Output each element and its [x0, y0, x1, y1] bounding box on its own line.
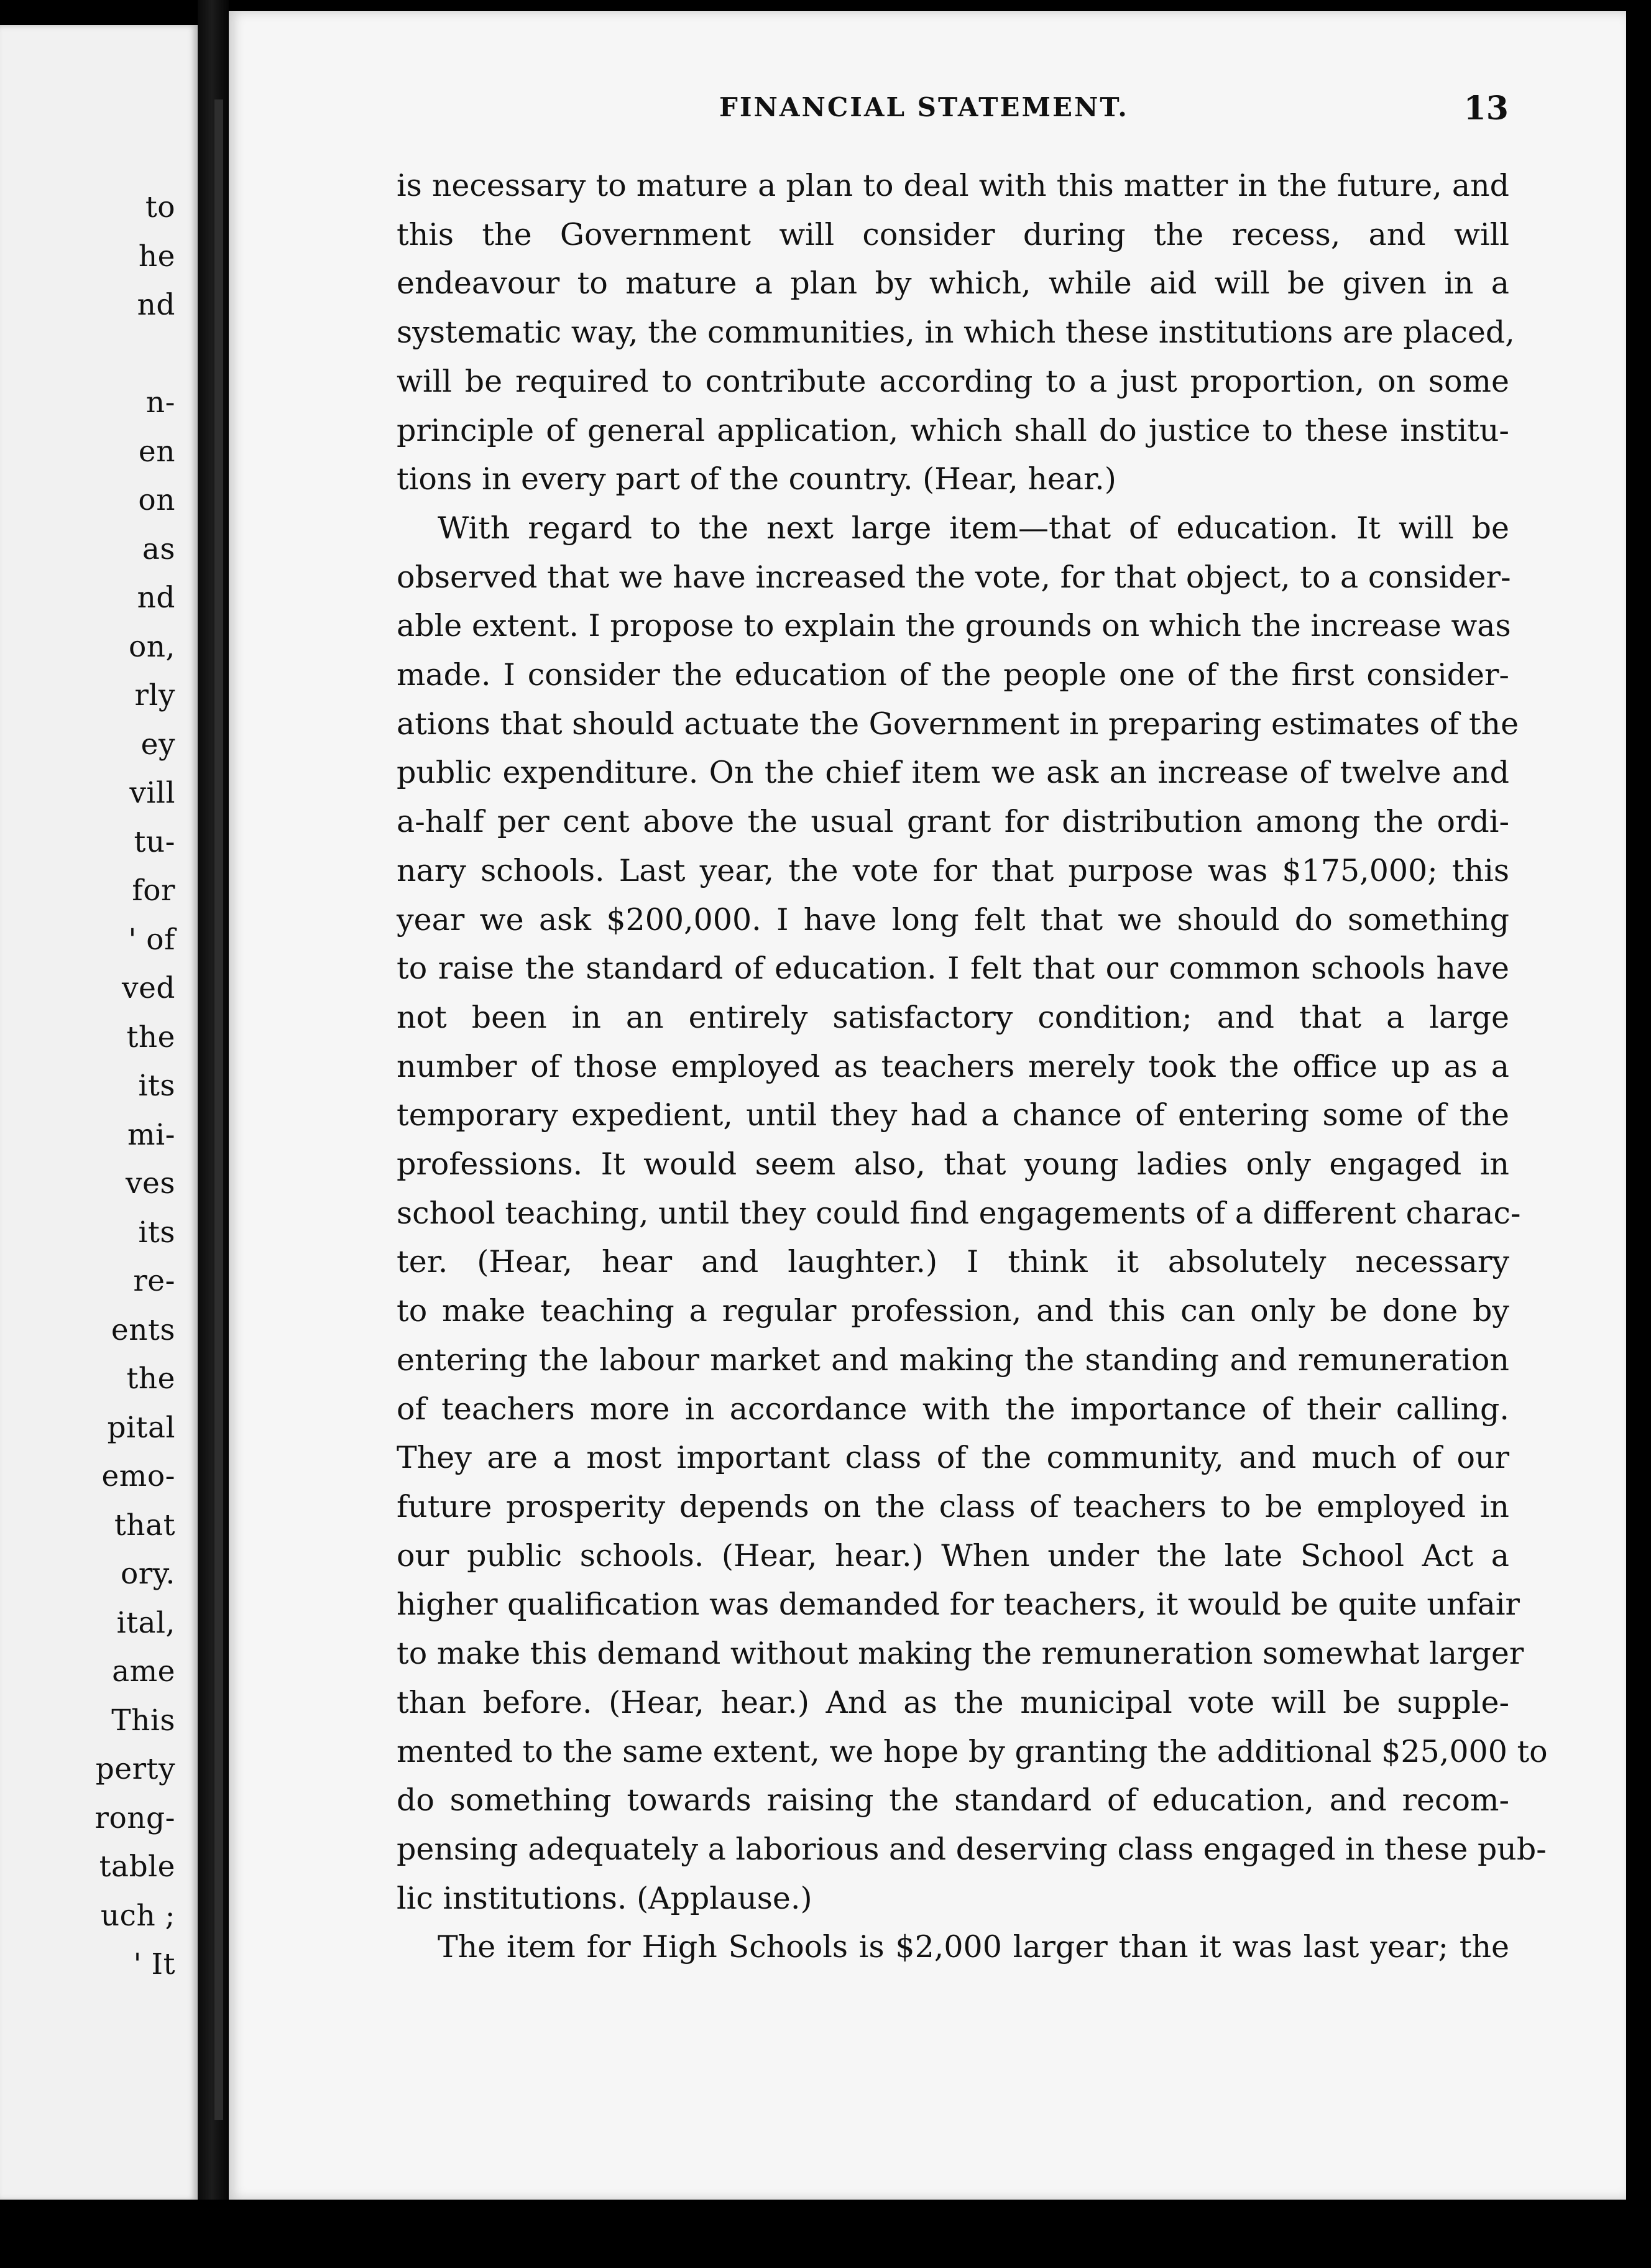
text-line: tions in every part of the country. (Hear, hear.) — [397, 461, 1116, 497]
left-fragment-line: rong- — [94, 1800, 175, 1835]
left-fragment-line: ey — [140, 727, 175, 762]
binding-edge — [214, 99, 223, 2120]
left-fragment-line: vill — [129, 776, 175, 810]
left-fragment-line: on, — [128, 629, 175, 664]
left-fragment-line: nd — [137, 288, 175, 322]
text-line: our public schools. (Hear, hear.) When under the late School Act a — [397, 1537, 1509, 1574]
left-fragment-line: that — [114, 1508, 175, 1542]
left-fragment-line: emo- — [101, 1459, 175, 1493]
left-fragment-line: en — [138, 434, 175, 469]
left-fragment-line: ved — [122, 971, 175, 1005]
running-head-title: FINANCIAL STATEMENT. — [719, 92, 1129, 122]
page-number: 13 — [1463, 90, 1509, 127]
left-fragment-line: perty — [95, 1752, 175, 1786]
text-line: They are a most important class of the community, and much of our — [397, 1440, 1509, 1476]
text-line: With regard to the next large item—that of education. It will be — [438, 510, 1509, 546]
left-fragment-line: the — [126, 1362, 175, 1396]
left-fragment-line: the — [126, 1020, 175, 1054]
left-fragment-line: ame — [112, 1654, 175, 1689]
text-line: systematic way, the communities, in which these institutions are placed, — [397, 315, 1515, 351]
text-line: mented to the same extent, we hope by granting the additional $25,000 to — [397, 1733, 1548, 1769]
text-line: The item for High Schools is $2,000 larger than it was last year; the — [438, 1929, 1509, 1965]
left-fragment-line: ents — [111, 1312, 175, 1347]
text-line: number of those employed as teachers merely took the office up as a — [397, 1048, 1509, 1084]
text-line: to make this demand without making the remuneration somewhat larger — [397, 1636, 1524, 1672]
left-fragment-line: ves — [126, 1166, 175, 1201]
text-line: not been in an entirely satisfactory condition; and that a large — [397, 999, 1509, 1035]
left-fragment-line: its — [138, 1215, 175, 1250]
page — [229, 11, 1626, 2200]
text-line: a-half per cent above the usual grant for distribution among the ordi- — [397, 804, 1509, 840]
paragraph — [397, 162, 1515, 504]
previous-page-fragment — [0, 25, 198, 2201]
text-line: is necessary to mature a plan to deal with this matter in the future, and — [397, 168, 1509, 203]
left-fragment-line: ital, — [116, 1605, 175, 1640]
scan-bottom-margin — [0, 2200, 1651, 2268]
text-line: future prosperity depends on the class of teachers to be employed in — [397, 1488, 1509, 1524]
text-line: to make teaching a regular profession, and this can only be done by — [397, 1293, 1509, 1329]
text-line: endeavour to mature a plan by which, while aid will be given in a — [397, 265, 1509, 302]
text-line: will be required to contribute according to a just proportion, on some — [397, 363, 1509, 399]
left-fragment-line: he — [138, 239, 175, 274]
left-fragment-line: nd — [137, 581, 175, 615]
text-line: principle of general application, which shall do justice to these institu- — [397, 412, 1509, 448]
text-line: than before. (Hear, hear.) And as the municipal vote will be supple- — [397, 1684, 1509, 1720]
text-line: temporary expedient, until they had a chance of entering some of the — [397, 1097, 1509, 1133]
left-fragment-line: its — [138, 1069, 175, 1103]
text-line: do something towards raising the standard of education, and recom- — [397, 1782, 1509, 1819]
text-line: higher qualification was demanded for teachers, it would be quite unfair — [397, 1587, 1520, 1623]
left-fragment-gap — [0, 330, 186, 379]
left-fragment-line: re- — [133, 1264, 175, 1298]
text-line: of teachers more in accordance with the importance of their calling. — [397, 1391, 1509, 1427]
text-line: to raise the standard of education. I felt that our common schools have — [397, 951, 1509, 987]
text-line: made. I consider the education of the people one of the first consider- — [397, 657, 1509, 693]
left-fragment-line: on — [138, 483, 175, 517]
left-fragment-line: tu- — [134, 824, 175, 859]
left-fragment-line: pital — [107, 1410, 175, 1445]
left-fragment-line: as — [142, 532, 175, 566]
left-fragment-line: for — [132, 874, 175, 908]
book-gutter — [198, 0, 229, 2268]
text-line: ations that should actuate the Government in preparing estimates of the — [397, 706, 1519, 742]
text-line: pensing adequately a laborious and deserving class engaged in these pub- — [397, 1831, 1547, 1867]
left-fragment-line: ' It — [133, 1947, 175, 1981]
paragraph — [397, 1923, 1509, 1972]
left-fragment-line: rly — [134, 678, 175, 712]
left-fragment-line: uch ; — [100, 1898, 175, 1933]
left-fragment-line: n- — [145, 385, 175, 420]
left-fragment-line: ' of — [128, 922, 175, 957]
previous-page-text-edge — [0, 183, 186, 1989]
text-line: year we ask $200,000. I have long felt that we should do something — [397, 901, 1509, 938]
left-fragment-line: This — [111, 1703, 175, 1738]
running-head — [486, 92, 1509, 129]
left-fragment-line: ory. — [120, 1557, 175, 1591]
body-text — [397, 162, 1548, 1972]
text-line: this the Government will consider during the recess, and will — [397, 216, 1509, 252]
text-line: entering the labour market and making the standing and remuneration — [397, 1342, 1509, 1378]
text-line: school teaching, until they could find engagements of a different charac- — [397, 1195, 1521, 1231]
left-fragment-line: to — [145, 190, 175, 224]
text-line: ter. (Hear, hear and laughter.) I think it absolutely necessary — [397, 1244, 1509, 1280]
text-line: observed that we have increased the vote, for that object, to a consider- — [397, 559, 1511, 595]
left-fragment-line: table — [99, 1850, 175, 1884]
left-fragment-line: mi- — [127, 1117, 175, 1152]
text-line: professions. It would seem also, that young ladies only engaged in — [397, 1146, 1509, 1182]
text-line: nary schools. Last year, the vote for that purpose was $175,000; this — [397, 852, 1509, 888]
paragraph — [397, 504, 1548, 1923]
text-line: able extent. I propose to explain the grounds on which the increase was — [397, 608, 1511, 644]
text-line: public expenditure. On the chief item we ask an increase of twelve and — [397, 755, 1509, 791]
text-line: lic institutions. (Applause.) — [397, 1880, 812, 1916]
